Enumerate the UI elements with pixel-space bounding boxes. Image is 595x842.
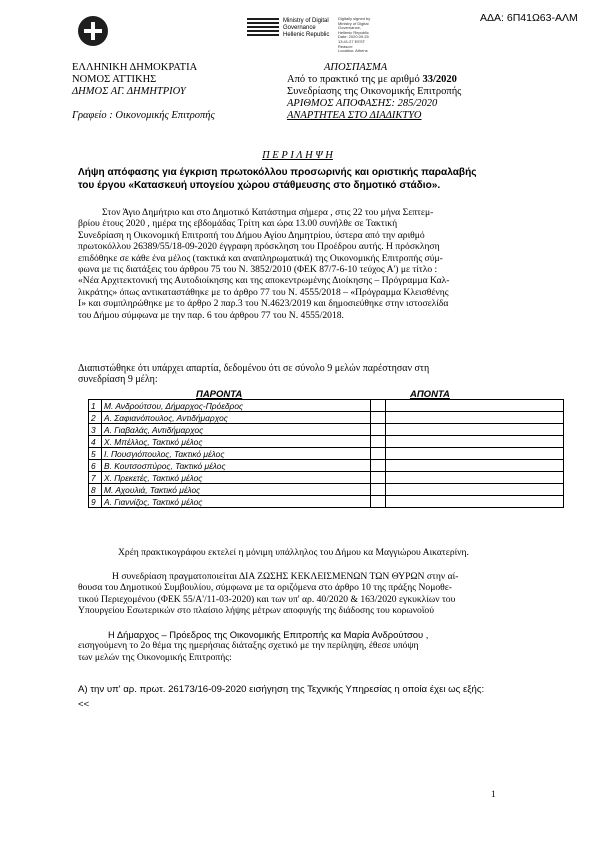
paragraph-line: επιδόθηκε σε κάθε ένα μέλος (τακτικά και αναπληρωματικά) της Οικονομικής Επιτροπής σύμ- (78, 252, 443, 264)
minutes-ref-prefix: Από το πρακτικό της με αριθμό (287, 74, 423, 85)
member-name: Α. Σαφιανόπουλος, Αντιδήμαρχος (102, 412, 371, 424)
gov-logo-line: Governance (283, 25, 316, 31)
quorum-line: συνεδρίαση 9 μέλη: (78, 374, 158, 386)
member-name: Α. Γιαννίζος, Τακτικό μέλος (102, 496, 371, 508)
quorum-text (78, 363, 548, 386)
separator-cell (371, 400, 386, 412)
separator-cell (371, 496, 386, 508)
session-paragraph (78, 571, 548, 617)
paragraph-line: Υπουργείου Εσωτερικών στο πλαίσιο λήψης μέτρων αποφυγής της διάδοσης του κορωνοϊού (78, 605, 434, 617)
table-row (89, 460, 564, 472)
header-office: Γραφείο : Οικονομικής Επιτροπής (72, 110, 215, 121)
document-type: ΑΠΟΣΠΑΣΜΑ (324, 62, 388, 73)
member-name: Μ. Ανδρούτσου, Δήμαρχος-Πρόεδρος (102, 400, 371, 412)
paragraph-line: θουσα του Δημοτικού Συμβουλίου, σύμφωνα με τα οριζόμενα στο άρθρο 10 της πράξης Νομοθε- (78, 582, 452, 594)
secretary-line: Χρέη πρακτικογράφου εκτελεί η μόνιμη υπάλληλος του Δήμου κα Μαγγιώρου Αικατερίνη. (118, 547, 469, 558)
paragraph-line: πρωτοκόλλου 26389/55/18-09-2020 έγγραφη πρόσκληση του Προέδρου αυτής. Η πρόσκληση (78, 241, 440, 253)
table-row (89, 436, 564, 448)
page-number: 1 (491, 790, 496, 800)
header-left (72, 62, 215, 122)
paragraph-line: Ι» και συμπληρώθηκε με το άρθρο 2 παρ.3 του Ν.4623/2019 και δημοσιεύθηκε στην ιστοσελίδα (78, 298, 449, 310)
absent-header: ΑΠΟΝΤΑ (410, 389, 450, 400)
paragraph-line: εισηγούμενη το 2ο θέμα της ημερήσιας διάταξης σχετικό με την περίληψη, έθεσε υπόψη (78, 640, 419, 652)
absent-cell (386, 496, 564, 508)
sig-line: Location: Athens (338, 48, 368, 54)
quote-mark: << (78, 699, 90, 710)
table-row (89, 496, 564, 508)
separator-cell (371, 448, 386, 460)
gov-logo-text (283, 18, 329, 39)
header-country: ΕΛΛΗΝΙΚΗ ΔΗΜΟΚΡΑΤΙΑ (72, 62, 198, 73)
separator-cell (371, 484, 386, 496)
publish-online: ΑΝΑΡΤΗΤΕΑ ΣΤΟ ΔΙΑΔΙΚΤΥΟ (287, 110, 422, 121)
greek-emblem-icon (78, 16, 108, 46)
paragraph-line: «Νέα Αρχιτεκτονική της Αυτοδιοίκησης και της αποκεντρωμένης Διοίκησης – Πρόγραμμα Καλ- (78, 275, 450, 287)
row-number: 8 (89, 484, 102, 496)
member-name: Χ. Πρεκετές, Τακτικό μέλος (102, 472, 371, 484)
attendance-table (88, 399, 564, 508)
separator-cell (371, 460, 386, 472)
paragraph-line: των μελών της Οικονομικής Επιτροπής: (78, 651, 232, 663)
absent-cell (386, 472, 564, 484)
digital-signature (338, 17, 370, 54)
row-number: 4 (89, 436, 102, 448)
subject (78, 167, 548, 192)
sig-line: Date: 2020.09.25 (338, 34, 369, 40)
separator-cell (371, 412, 386, 424)
paragraph-line: Συνεδρίαση η Οικονομική Επιτροπή του Δήμου Αγίου Δημητρίου, ύστερα από την αριθμό (78, 229, 425, 241)
table-row (89, 400, 564, 412)
gov-logo-line: Ministry of Digital (283, 18, 329, 24)
absent-cell (386, 484, 564, 496)
member-name: Μ. Αχουλιά, Τακτικό μέλος (102, 484, 371, 496)
absent-cell (386, 460, 564, 472)
decision-number: ΑΡΙΘΜΟΣ ΑΠΟΦΑΣΗΣ: 285/2020 (287, 98, 438, 109)
table-row (89, 484, 564, 496)
row-number: 1 (89, 400, 102, 412)
separator-cell (371, 472, 386, 484)
sig-line: 13:41:27 EEST (338, 38, 366, 44)
absent-cell (386, 412, 564, 424)
paragraph-line: Η συνεδρίαση πραγματοποιείται ΔΙΑ ΖΩΣΗΣ ΚΕΚΛΕΙΣΜΕΝΩΝ ΤΩΝ ΘΥΡΩΝ στην αί- (112, 571, 459, 582)
row-number: 3 (89, 424, 102, 436)
absent-cell (386, 436, 564, 448)
present-header: ΠΑΡΟΝΤΑ (196, 389, 243, 400)
header-prefecture: ΝΟΜΟΣ ΑΤΤΙΚΗΣ (72, 74, 157, 85)
paragraph-line: τικού Περιεχομένου (ΦΕΚ 55/Α'/11-03-2020) και των υπ' αρ. 40/2020 & 163/2020 εγκυκλίων του (78, 593, 456, 605)
member-name: Χ. Μπέλλος, Τακτικό μέλος (102, 436, 371, 448)
mayor-paragraph (78, 629, 548, 663)
row-number: 5 (89, 448, 102, 460)
gov-logo-line: Hellenic Republic (283, 32, 330, 38)
sig-line: Governance, (338, 25, 361, 31)
absent-cell (386, 400, 564, 412)
paragraph-line: Η Δήμαρχος – Πρόεδρος της Οικονομικής Επιτροπής κα Μαρία Ανδρούτσου , (108, 629, 429, 640)
intro-paragraph (78, 207, 540, 321)
minutes-ref (287, 74, 461, 86)
paragraph-line: βρίου έτους 2020 , ημέρα της εβδομάδας Τρίτη και ώρα 13.00 συνήλθε σε Τακτική (78, 218, 398, 230)
session-line: Συνεδρίασης της Οικονομικής Επιτροπής (287, 86, 462, 97)
separator-cell (371, 436, 386, 448)
sig-line: Reason: (338, 43, 353, 49)
sig-line: Hellenic Republic (338, 29, 369, 35)
absent-cell (386, 424, 564, 436)
row-number: 6 (89, 460, 102, 472)
sig-line: Digitally signed by (338, 16, 371, 21)
table-row (89, 424, 564, 436)
sig-line: Ministry of Digital (338, 20, 369, 26)
table-row (89, 448, 564, 460)
quorum-line: Διαπιστώθηκε ότι υπάρχει απαρτία, δεδομένου ότι σε σύνολο 9 μελών παρέστησαν στη (78, 363, 430, 374)
member-name: Α. Γιαβαλάς, Αντιδήμαρχος (102, 424, 371, 436)
item-a: Α) την υπ' αρ. πρωτ. 26173/16-09-2020 εισήγηση της Τεχνικής Υπηρεσίας η οποία έχει ως εξής: (78, 684, 485, 695)
row-number: 2 (89, 412, 102, 424)
header-right (287, 62, 461, 122)
gov-logo-icon (247, 18, 279, 42)
subject-line: του έργου «Κατασκευή υπογείου χώρου στάθμευσης στο δημοτικό στάδιο». (78, 179, 441, 191)
table-row (89, 412, 564, 424)
header-municipality: ΔΗΜΟΣ ΑΓ. ΔΗΜΗΤΡΙΟΥ (72, 86, 186, 97)
summary-title: Π Ε Ρ Ι Λ Η Ψ Η (262, 150, 333, 161)
separator-cell (371, 424, 386, 436)
absent-cell (386, 448, 564, 460)
ada-code: ΑΔΑ: 6Π41Ω63-ΑΛΜ (480, 12, 578, 24)
member-name: Β. Κουτσοσπύρος, Τακτικό μέλος (102, 460, 371, 472)
minutes-number: 33/2020 (422, 74, 457, 85)
paragraph-line: λικράτης» όπως αντικαταστάθηκε με το άρθρο 77 του Ν. 4555/2018 – «Πρόγραμμα Κλεισθένης (78, 286, 449, 298)
paragraph-line: φωνα με τις διατάξεις του άρθρου 75 του Ν. 3852/2010 (ΦΕΚ 87/7-6-10 τεύχος Α') με τίτλο : (78, 264, 438, 276)
row-number: 7 (89, 472, 102, 484)
paragraph-line: Στον Άγιο Δημήτριο και στο Δημοτικό Κατάστημα σήμερα , στις 22 του μήνα Σεπτεμ- (102, 207, 434, 218)
member-name: Ι. Πουσγιόπουλος, Τακτικό μέλος (102, 448, 371, 460)
paragraph-line: του Δήμου σύμφωνα με την παρ. 6 του άρθρου 77 του Ν. 4555/2018. (78, 309, 344, 321)
table-row (89, 472, 564, 484)
subject-line: Λήψη απόφασης για έγκριση πρωτοκόλλου προσωρινής και οριστικής παραλαβής (78, 167, 477, 178)
row-number: 9 (89, 496, 102, 508)
